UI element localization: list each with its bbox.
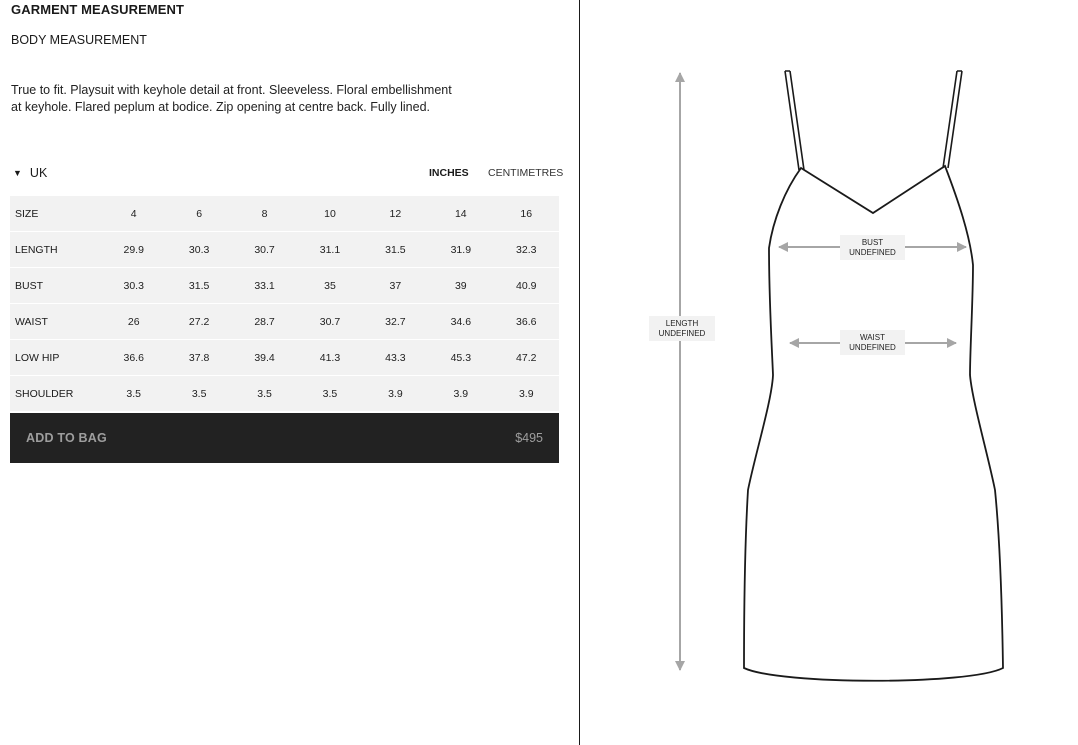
measurement-cell: 39.4: [232, 340, 297, 376]
measurement-cell: 36.6: [494, 304, 559, 340]
measurement-cell: 36.6: [101, 340, 166, 376]
measurement-cell: 3.5: [101, 376, 166, 412]
length-name: LENGTH: [665, 319, 699, 328]
size-header-cell: 12: [363, 196, 428, 232]
table-row: [10, 304, 559, 340]
row-label: LENGTH: [10, 232, 101, 268]
measurement-cell: 31.1: [297, 232, 362, 268]
bust-label: [840, 235, 905, 260]
product-description: True to fit. Playsuit with keyhole detail at front. Sleeveless. Floral embellishment at keyhole. Flared peplum at bodice. Zip opening at centre back. Fully lined.: [11, 83, 452, 114]
measurement-cell: 3.9: [428, 376, 493, 412]
bust-name: BUST: [861, 238, 884, 247]
measurement-cell: 40.9: [494, 268, 559, 304]
measurement-cell: 30.7: [232, 232, 297, 268]
measurement-cell: 35: [297, 268, 362, 304]
measurement-cell: 45.3: [428, 340, 493, 376]
measurement-cell: 29.9: [101, 232, 166, 268]
region-selector[interactable]: [13, 166, 47, 180]
waist-value: UNDEFINED: [849, 342, 896, 352]
left-strap: [785, 71, 804, 170]
measurement-cell: 41.3: [297, 340, 362, 376]
size-header-cell: 8: [232, 196, 297, 232]
caret-down-icon: ▼: [13, 168, 22, 178]
measurement-cell: 26: [101, 304, 166, 340]
table-row: [10, 376, 559, 412]
measurement-cell: 3.9: [363, 376, 428, 412]
measurement-cell: 27.2: [166, 304, 231, 340]
table-row: [10, 340, 559, 376]
measurement-cell: 30.7: [297, 304, 362, 340]
tab-garment-measurement[interactable]: GARMENT MEASUREMENT: [11, 2, 185, 17]
measurement-cell: 33.1: [232, 268, 297, 304]
garment-diagram-panel: [580, 0, 1078, 745]
measurement-cell: 28.7: [232, 304, 297, 340]
row-label: WAIST: [10, 304, 101, 340]
unit-centimetres-toggle[interactable]: CENTIMETRES: [488, 167, 564, 179]
size-header-cell: 16: [494, 196, 559, 232]
size-chart-table: [10, 196, 559, 412]
measurement-cell: 37: [363, 268, 428, 304]
table-row: [10, 268, 559, 304]
measurement-cell: 34.6: [428, 304, 493, 340]
add-to-bag-label: ADD TO BAG: [26, 431, 107, 445]
size-header-cell: 14: [428, 196, 493, 232]
row-label: LOW HIP: [10, 340, 101, 376]
measurement-cell: 32.7: [363, 304, 428, 340]
measurement-cell: 3.5: [232, 376, 297, 412]
price: $495: [515, 431, 543, 445]
size-header-cell: 10: [297, 196, 362, 232]
add-to-bag-button[interactable]: [10, 413, 559, 463]
table-row: [10, 232, 559, 268]
length-label: [649, 316, 715, 341]
tab-body-measurement[interactable]: BODY MEASUREMENT: [11, 33, 147, 47]
unit-inches-toggle[interactable]: INCHES: [429, 167, 469, 179]
size-header-cell: 4: [101, 196, 166, 232]
length-value: UNDEFINED: [658, 328, 706, 338]
row-label: BUST: [10, 268, 101, 304]
measurement-cell: 39: [428, 268, 493, 304]
measurement-cell: 31.9: [428, 232, 493, 268]
measurement-cell: 3.5: [297, 376, 362, 412]
waist-label: [840, 330, 905, 355]
measurement-cell: 3.5: [166, 376, 231, 412]
right-strap: [943, 71, 962, 168]
measurement-cell: 31.5: [166, 268, 231, 304]
size-header-cell: 6: [166, 196, 231, 232]
bust-value: UNDEFINED: [849, 247, 896, 257]
row-label: SHOULDER: [10, 376, 101, 412]
dress-diagram: [580, 0, 1078, 745]
measurement-cell: 31.5: [363, 232, 428, 268]
measurement-cell: 30.3: [101, 268, 166, 304]
measurement-cell: 3.9: [494, 376, 559, 412]
table-row: [10, 196, 559, 232]
measurement-cell: 43.3: [363, 340, 428, 376]
row-label: SIZE: [10, 196, 101, 232]
measurement-cell: 32.3: [494, 232, 559, 268]
waist-name: WAIST: [859, 333, 886, 342]
measurement-cell: 37.8: [166, 340, 231, 376]
measurement-cell: 30.3: [166, 232, 231, 268]
measurement-cell: 47.2: [494, 340, 559, 376]
region-label: UK: [29, 166, 48, 180]
